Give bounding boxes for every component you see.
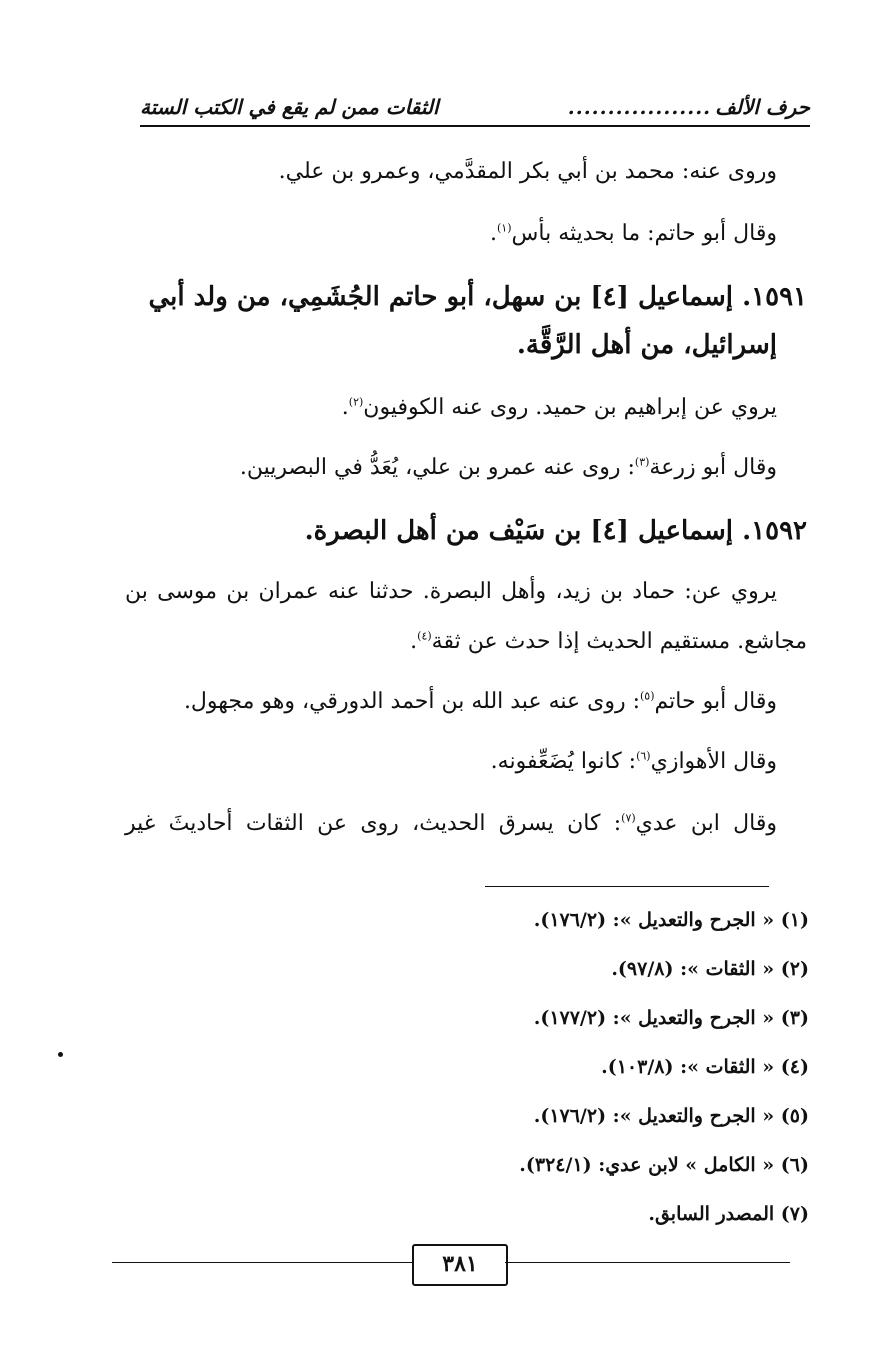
body-line: يروي عن: حماد بن زيد، وأهل البصرة. حدثنا عنه عمران بن موسى بن	[125, 579, 777, 604]
footnote-3: (٣) « الجرح والتعديل »: (١٧٧/٢).	[533, 1007, 809, 1029]
body-line: مجاشع. مستقيم الحديث إذا حدث عن ثقة$^{(٤)}$.	[410, 629, 807, 654]
footnote-1: (١) « الجرح والتعديل »: (١٧٦/٢).	[533, 909, 809, 931]
footnote-ref: (١)	[497, 221, 512, 235]
entry-title: إسماعيل [٤] بن سهل، أبو حاتم الجُشَمِي، من ولد أبي	[148, 282, 734, 312]
running-header	[140, 90, 810, 124]
entry-number: ١٥٩٢.	[742, 516, 807, 546]
body-line: وقال أبو حاتم$^{(٥)}$: روى عنه عبد الله بن أحمد الدورقي، وهو مجهول.	[183, 689, 777, 714]
footer-rule-right	[505, 1262, 790, 1263]
footnote-7: (٧) المصدر السابق.	[648, 1203, 809, 1225]
footnote-separator	[485, 886, 769, 887]
body-line: وقال ابن عدي$^{(٧)}$: كان يسرق الحديث، روى عن الثقات أحاديثَ غير	[125, 811, 777, 836]
footnote-ref: (٤)	[417, 629, 432, 643]
body-line: وقال الأهوازي$^{(٦)}$: كانوا يُضَعِّفونه.	[490, 749, 777, 774]
body-line: وروى عنه: محمد بن أبي بكر المقدَّمي، وعمرو بن علي.	[278, 159, 777, 184]
footnote-2: (٢) « الثقات »: (٩٧/٨).	[611, 958, 809, 980]
footnote-ref: (٣)	[634, 455, 650, 469]
entry-title: إسماعيل [٤] بن سَيْف من أهل البصرة.	[304, 516, 734, 546]
header-dots: ..................	[567, 95, 712, 119]
footnote-5: (٥) « الجرح والتعديل »: (١٧٦/٢).	[533, 1105, 809, 1127]
entry-number: ١٥٩١.	[742, 282, 807, 312]
footnote-4: (٤) « الثقات »: (١٠٣/٨).	[601, 1056, 809, 1078]
body-line: وقال أبو زرعة$^{(٣)}$: روى عنه عمرو بن علي، يُعَدُّ في البصريين.	[239, 455, 777, 480]
scan-speck	[58, 1052, 63, 1057]
footer-rule-left	[112, 1262, 412, 1263]
page-number: ٣٨١	[412, 1244, 508, 1286]
entry-heading-1591	[125, 278, 807, 316]
footnote-ref: (٢)	[348, 395, 364, 409]
entry-heading-1591-cont: إسرائيل، من أهل الرَّقَّة.	[516, 330, 777, 360]
entry-heading-1592	[125, 512, 807, 550]
footnote-ref: (٦)	[636, 749, 651, 763]
body-line: وقال أبو حاتم: ما بحديثه بأس$^{(١)}$.	[490, 221, 777, 246]
footnote-6: (٦) « الكامل » لابن عدي: (٣٢٤/١).	[519, 1154, 809, 1176]
header-book-title: الثقات ممن لم يقع في الكتب الستة	[140, 95, 439, 119]
body-line: يروي عن إبراهيم بن حميد. روى عنه الكوفيون$^{(٢)}$.	[341, 395, 777, 420]
footnote-ref: (٧)	[621, 811, 636, 825]
footnote-ref: (٥)	[640, 689, 655, 703]
header-rule	[140, 125, 810, 127]
header-section-title: حرف الألف	[715, 95, 810, 119]
